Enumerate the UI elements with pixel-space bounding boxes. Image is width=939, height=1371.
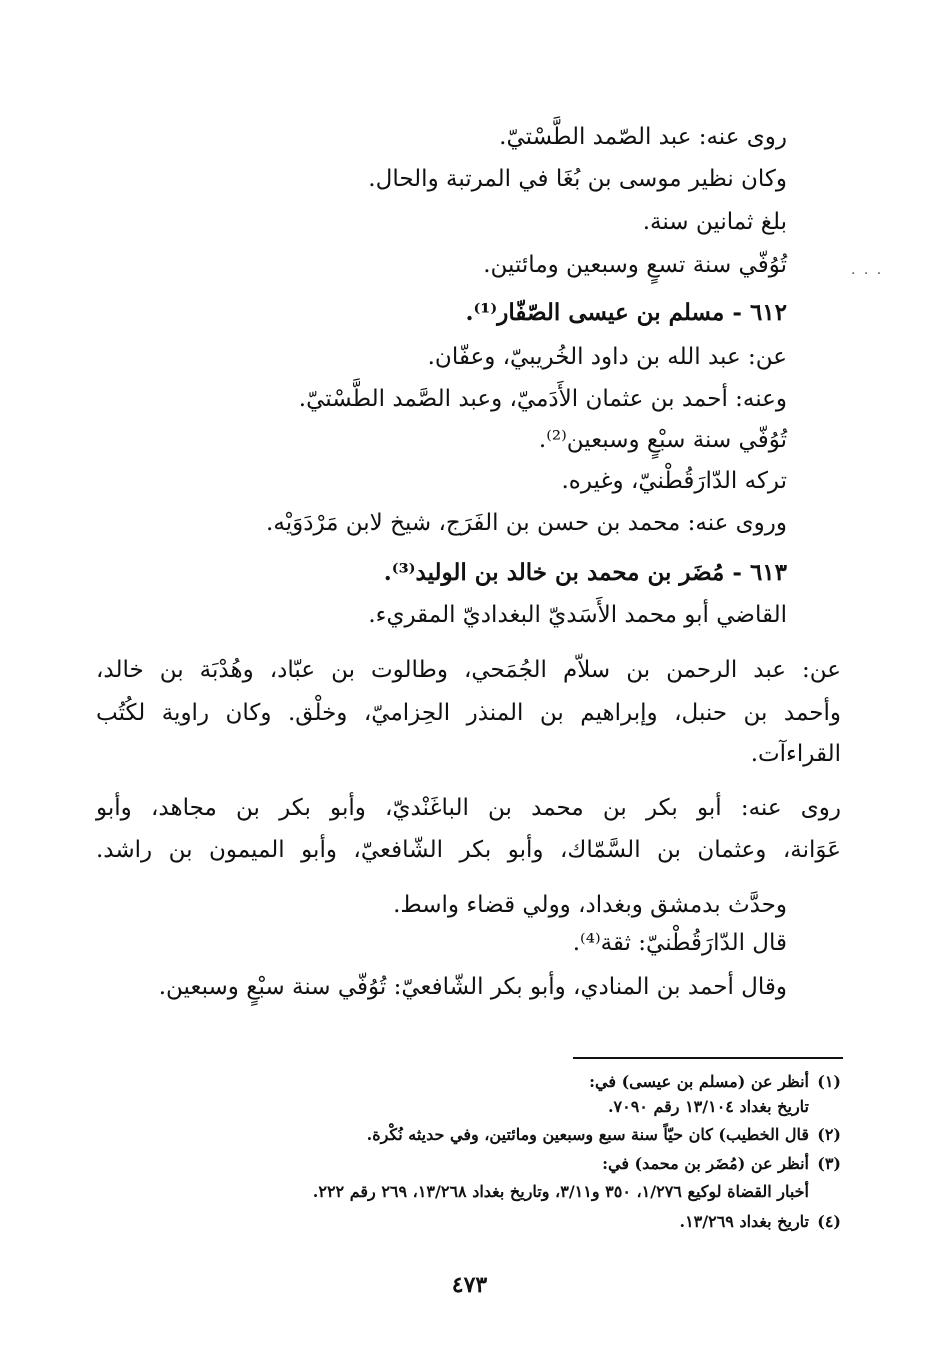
text-line: روى عنه: عبد الصّمد الطَّسْتيّ. <box>499 124 787 150</box>
footnote-text: تاريخ بغداد ١٣/٢٦٩. <box>679 1212 809 1231</box>
text-line: قال الدّارَقُطْنيّ: ثقة⁽⁴⁾. <box>572 930 787 956</box>
text-line: القاضي أبو محمد الأَسَديّ البغداديّ المقريء. <box>368 602 787 628</box>
entry-heading-612: ٦١٢ - مسلم بن عيسى الصّفّار⁽¹⁾. <box>465 299 787 326</box>
text-line: وعنه: أحمد بن عثمان الأَدَميّ، وعبد الصَّمد الطَّسْتيّ. <box>298 386 787 412</box>
text-line: روى عنه: أبو بكر بن محمد بن الباغَنْديّ، وأبو بكر بن مجاهد، وأبو <box>96 795 841 821</box>
text-line: بلغ ثمانين سنة. <box>642 209 787 235</box>
footnote-number: (١) <box>817 1072 841 1091</box>
page-number: ٤٧٣ <box>451 1272 488 1298</box>
footnote-number: (٢) <box>817 1125 841 1144</box>
text-line: القراءآت. <box>750 741 841 767</box>
footnote-text: تاريخ بغداد ١٣/١٠٤ رقم ٧٠٩٠. <box>607 1097 809 1116</box>
text-line: تركه الدّارَقُطْنيّ، وغيره. <box>561 468 787 494</box>
text-line: تُوُفّي سنة سبْعٍ وسبعين⁽²⁾. <box>538 427 787 453</box>
text-line: وقال أحمد بن المنادي، وأبو بكر الشّافعيّ: تُوُفّي سنة سبْعٍ وسبعين. <box>158 974 787 1000</box>
text-line: عن: عبد الله بن داود الخُريبيّ، وعفّان. <box>427 344 787 370</box>
footnote-text: أخبار القضاة لوكيع ١/٢٧٦، ٣٥٠ و٣/١١، وتاريخ بغداد ١٣/٢٦٨، ٢٦٩ رقم ٢٢٢. <box>312 1182 809 1201</box>
footnote-number: (٣) <box>817 1154 841 1173</box>
margin-mark: . . . <box>851 262 884 278</box>
text-line: وكان نظير موسى بن بُغَا في المرتبة والحال. <box>368 166 787 192</box>
footnote-text: أنظر عن (مُضَر بن محمد) في: <box>602 1154 809 1173</box>
text-line: تُوُفّي سنة تسعٍ وسبعين ومائتين. <box>483 252 787 278</box>
text-line: وحدَّث بدمشق وبغداد، وولي قضاء واسط. <box>393 892 787 918</box>
text-line: وأحمد بن حنبل، وإبراهيم بن المنذر الحِزاميّ، وخلْق. وكان راوية لكُتُب <box>96 700 841 726</box>
footnote-text: قال الخطيب) كان حيّاً سنة سبع وسبعين ومائتين، وفي حديثه نُكْرة. <box>366 1125 809 1144</box>
footnote-number: (٤) <box>817 1212 841 1231</box>
footnote-text: أنظر عن (مسلم بن عيسى) في: <box>589 1072 809 1091</box>
entry-heading-613: ٦١٣ - مُضَر بن محمد بن خالد بن الوليد⁽³⁾. <box>383 559 787 586</box>
text-line: وروى عنه: محمد بن حسن بن الفَرَج، شيخ لابن مَرْدَوَيْه. <box>266 510 787 536</box>
text-line: عَوَانة، وعثمان بن السَّمّاك، وأبو بكر الشّافعيّ، وأبو الميمون بن راشد. <box>96 837 841 863</box>
footnote-separator <box>573 1057 843 1059</box>
text-line: عن: عبد الرحمن بن سلاّم الجُمَحي، وطالوت بن عبّاد، وهُدْبَة بن خالد، <box>96 657 841 683</box>
